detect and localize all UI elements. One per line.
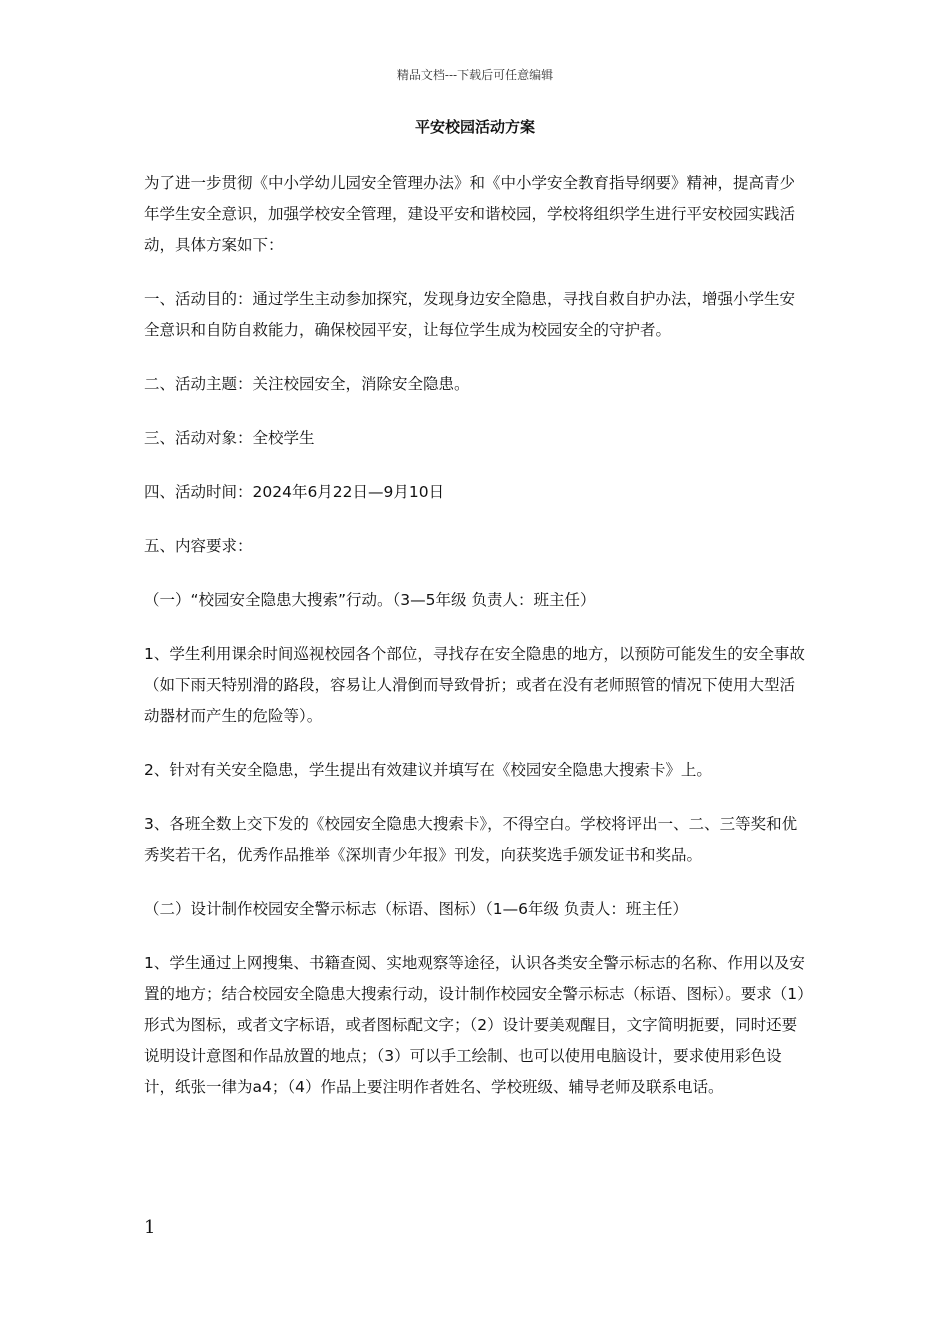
document-title: 平安校园活动方案 — [414, 118, 535, 136]
paragraph-requirements: 五、内容要求： — [144, 537, 253, 555]
paragraph-time: 四、活动时间：2024年6月22日—9月10日 — [144, 483, 445, 501]
document-body — [144, 168, 809, 1126]
page-header: 精品文档---下载后可任意编辑 — [396, 68, 554, 82]
paragraph-section-one: （一）“校园安全隐患大搜索”行动。（3—5年级 负责人：班主任） — [144, 591, 596, 609]
paragraph-item-1-2: 2、针对有关安全隐患，学生提出有效建议并填写在《校园安全隐患大搜索卡》上。 — [144, 761, 712, 779]
paragraph-theme: 二、活动主题：关注校园安全，消除安全隐患。 — [144, 375, 470, 393]
paragraph-purpose: 一、活动目的：通过学生主动参加探究，发现身边安全隐患，寻找自救自护办法，增强小学生安全意识和自防自救能力，确保校园平安，让每位学生成为校园安全的守护者。 — [144, 290, 796, 339]
paragraph-item-1-1: 1、学生利用课余时间巡视校园各个部位，寻找存在安全隐患的地方，以预防可能发生的安全事故（如下雨天特别滑的路段，容易让人滑倒而导致骨折；或者在没有老师照管的情况下使用大型活动器材而产生的危险等）。 — [144, 645, 805, 725]
paragraph-item-1-3: 3、各班全数上交下发的《校园安全隐患大搜索卡》，不得空白。学校将评出一、二、三等奖和优秀奖若干名，优秀作品推举《深圳青少年报》刊发，向获奖选手颁发证书和奖品。 — [144, 815, 798, 864]
paragraph-item-2-1: 1、学生通过上网搜集、书籍查阅、实地观察等途径，认识各类安全警示标志的名称、作用以及安置的地方；结合校园安全隐患大搜索行动，设计制作校园安全警示标志（标语、图标）。要求（1）形式为图标，或者文字标语，或者图标配文字；（2）设计要美观醒目，文字简明扼要，同时还要说明设计意图和作品放置的地点；（3）可以手工绘制、也可以使用电脑设计，要求使用彩色设计，纸张一律为a4；（4）作品上要注明作者姓名、学校班级、辅导老师及联系电话。 — [144, 954, 805, 1096]
paragraph-section-two: （二）设计制作校园安全警示标志（标语、图标）（1—6年级 负责人：班主任） — [144, 900, 688, 918]
paragraph-audience: 三、活动对象：全校学生 — [144, 429, 315, 447]
page-number: 1 — [144, 1217, 156, 1238]
paragraph-intro: 为了进一步贯彻《中小学幼儿园安全管理办法》和《中小学安全教育指导纲要》精神，提高青少年学生安全意识，加强学校安全管理，建设平安和谐校园，学校将组织学生进行平安校园实践活动，具体方案如下： — [144, 174, 796, 254]
